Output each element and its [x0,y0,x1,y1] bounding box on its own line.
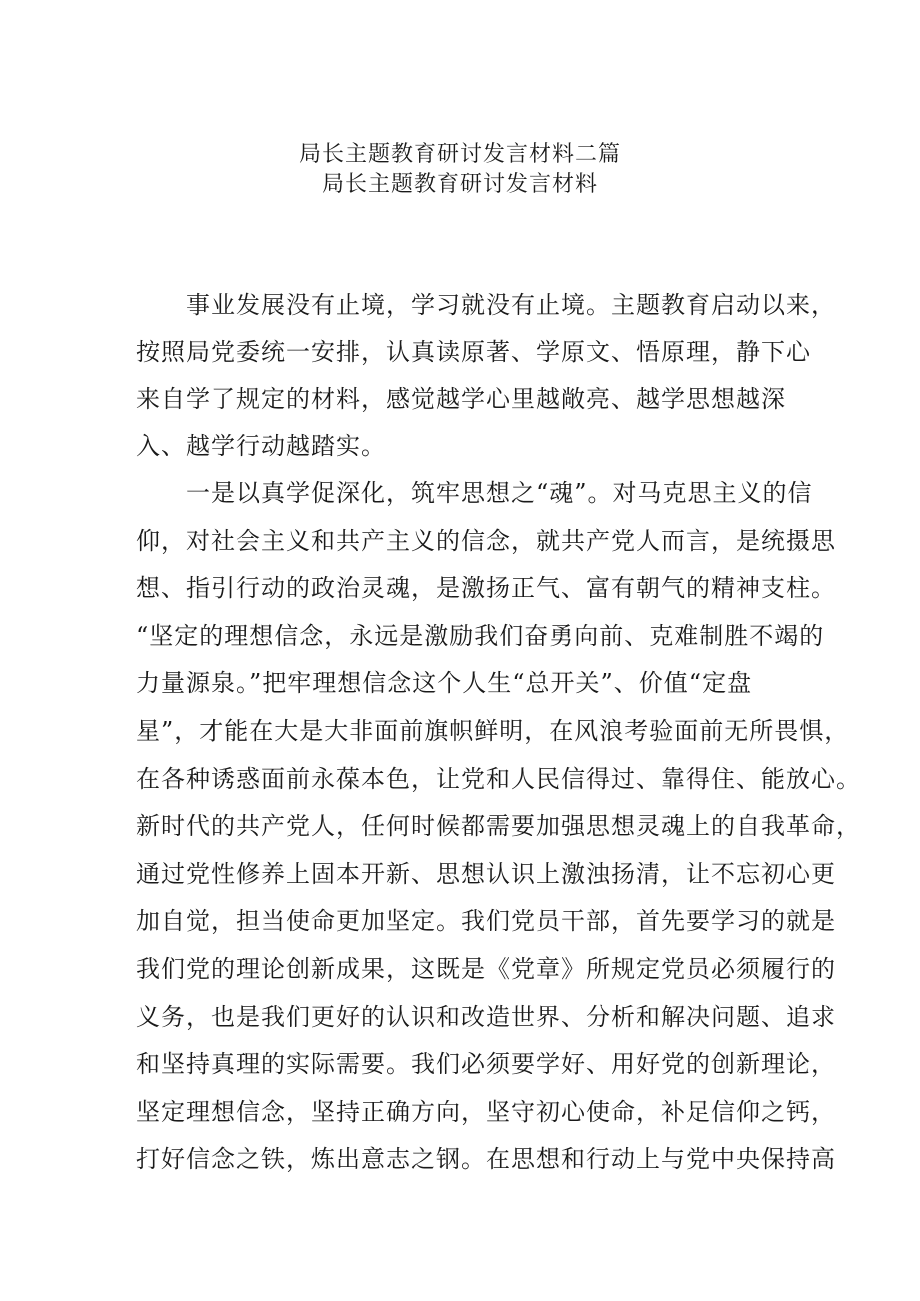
title-line: 局长主题教育研讨发言材料二篇 [298,142,621,167]
text-line: 一是以真学促深化，筑牢思想之“魂”。对马克思主义的信 [136,479,813,507]
paragraph-first-point [136,470,861,1184]
text-line: 按照局党委统一安排，认真读原著、学原文、悟原理，静下心 [136,338,811,366]
text-line: 入、越学行动越踏实。 [136,432,386,460]
text-line: 通过党性修养上固本开新、思想认识上激浊扬清，让不忘初心更 [136,859,836,888]
document-title [0,140,920,200]
text-line: 新时代的共产党人，任何时候都需要加强思想灵魂上的自我革命， [136,812,861,841]
text-line: 想、指引行动的政治灵魂，是激扬正气、富有朝气的精神支柱。 [136,574,836,603]
text-line: 我们党的理论创新成果，这既是《党章》所规定党员必须履行的 [136,954,836,983]
subtitle-line: 局长主题教育研讨发言材料 [321,172,598,197]
text-line: “坚定的理想信念，永远是激励我们奋勇向前、克难制胜不竭的 [136,621,825,650]
text-line: 打好信念之铁，炼出意志之钢。在思想和行动上与党中央保持高 [136,1145,836,1174]
text-line: 仰，对社会主义和共产主义的信念，就共产党人而言，是统摄思 [136,526,836,555]
text-line: 来自学了规定的材料，感觉越学心里越敞亮、越学思想越深 [136,385,786,413]
text-line: 和坚持真理的实际需要。我们必须要学好、用好党的创新理论， [136,1050,836,1079]
paragraph-intro [136,282,836,470]
text-line: 星”，才能在大是大非面前旗帜鲜明，在风浪考验面前无所畏惧， [136,716,850,745]
text-line: 在各种诱惑面前永葆本色，让党和人民信得过、靠得住、能放心。 [136,764,861,793]
text-line: 坚定理想信念，坚持正确方向，坚守初心使命，补足信仰之钙， [136,1097,836,1126]
text-line: 事业发展没有止境，学习就没有止境。主题教育启动以来， [136,291,836,319]
text-line: 加自觉，担当使命更加坚定。我们党员干部，首先要学习的就是 [136,907,836,936]
text-line: 力量源泉。”把牢理想信念这个人生“总开关”、价值“定盘 [136,669,753,698]
text-line: 义务，也是我们更好的认识和改造世界、分析和解决问题、追求 [136,1002,836,1031]
